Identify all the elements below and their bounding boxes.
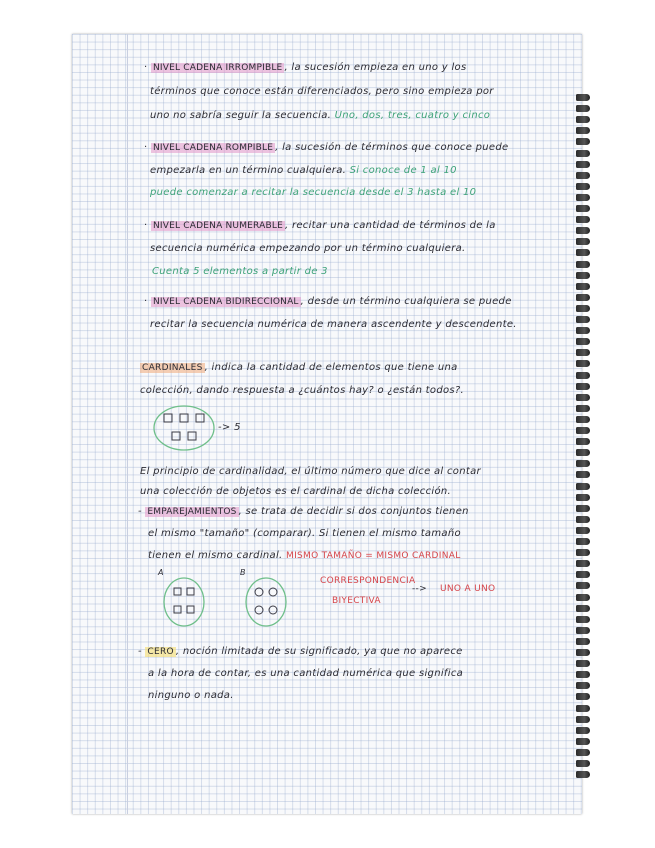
cero-text-1: , noción limitada de su significado, ya que no aparece	[175, 646, 463, 657]
set-a-square	[187, 588, 194, 595]
rompible-line-2	[150, 165, 457, 176]
spiral-ring	[576, 316, 590, 323]
irrompible-line-3	[150, 110, 490, 121]
spiral-ring	[576, 116, 590, 123]
set-a-square	[187, 606, 194, 613]
bullet: ·	[144, 220, 151, 231]
spiral-ring	[576, 471, 590, 478]
spiral-ring	[576, 649, 590, 656]
irrompible-line-2: términos que conoce están diferenciados, pero sino empieza por	[150, 86, 494, 97]
irrompible-title: NIVEL CADENA IRROMPIBLE	[152, 63, 283, 73]
spiral-ring	[576, 705, 590, 712]
spiral-ring	[576, 516, 590, 523]
emparejamientos-rule: MISMO TAMAÑO = MISMO CARDINAL	[286, 551, 461, 561]
spiral-ring	[576, 405, 590, 412]
correspondencia-label: CORRESPONDENCIA	[320, 576, 416, 586]
spiral-ring	[576, 272, 590, 279]
set-square	[172, 432, 180, 440]
spiral-ring	[576, 394, 590, 401]
cardinales-line-2: colección, dando respuesta a ¿cuántos hay? o ¿están todos?.	[140, 385, 464, 396]
emparejamientos-text-3: tienen el mismo cardinal.	[148, 550, 283, 561]
emparejamientos-line-2: el mismo "tamaño" (comparar). Si tienen el mismo tamaño	[148, 528, 461, 539]
spiral-ring	[576, 360, 590, 367]
principio-line-1: El principio de cardinalidad, el último número que dice al contar	[140, 466, 481, 477]
cardinales-line-1	[140, 362, 458, 373]
spiral-ring	[576, 727, 590, 734]
set-square	[188, 432, 196, 440]
spiral-ring	[576, 693, 590, 700]
numerable-text-1: , recitar una cantidad de términos de la	[284, 220, 496, 231]
spiral-ring	[576, 238, 590, 245]
spiral-ring	[576, 449, 590, 456]
spiral-ring	[576, 538, 590, 545]
spiral-ring	[576, 305, 590, 312]
rompible-title: NIVEL CADENA ROMPIBLE	[152, 143, 274, 153]
irrompible-text-3: uno no sabría seguir la secuencia.	[150, 110, 332, 121]
bidireccional-text-1: , desde un término cualquiera se puede	[300, 296, 512, 307]
uno-a-uno-label: UNO A UNO	[440, 584, 496, 594]
spiral-ring	[576, 138, 590, 145]
spiral-ring	[576, 172, 590, 179]
set-b-circle	[255, 606, 263, 614]
spiral-ring	[576, 594, 590, 601]
numerable-line-2: secuencia numérica empezando por un término cualquiera.	[150, 243, 466, 254]
bullet: ·	[144, 62, 151, 73]
spiral-ring	[576, 438, 590, 445]
spiral-ring	[576, 571, 590, 578]
cardinal-set-diagram	[152, 400, 272, 456]
spiral-ring	[576, 671, 590, 678]
set-square	[180, 414, 188, 422]
cero-dash: -	[138, 646, 142, 657]
set-b-ellipse	[246, 578, 286, 626]
spiral-ring	[576, 249, 590, 256]
spiral-ring	[576, 582, 590, 589]
bidireccional-line-1	[144, 296, 512, 307]
margin-line	[127, 34, 128, 814]
spiral-ring	[576, 183, 590, 190]
spiral-ring	[576, 105, 590, 112]
spiral-ring	[576, 127, 590, 134]
spiral-ring	[576, 216, 590, 223]
set-a-label: A	[158, 568, 164, 577]
set-a-ellipse	[164, 578, 204, 626]
spiral-ring	[576, 560, 590, 567]
spiral-ring	[576, 483, 590, 490]
spiral-ring	[576, 682, 590, 689]
principio-line-2: una colección de objetos es el cardinal de dicha colección.	[140, 486, 451, 497]
spiral-ring	[576, 294, 590, 301]
spiral-ring	[576, 527, 590, 534]
cardinales-text-1: , indica la cantidad de elementos que tiene una	[204, 362, 458, 373]
spiral-ring	[576, 760, 590, 767]
bidireccional-title: NIVEL CADENA BIDIRECCIONAL	[152, 297, 299, 307]
spiral-ring	[576, 372, 590, 379]
spiral-ring	[576, 638, 590, 645]
spiral-ring	[576, 494, 590, 501]
irrompible-example: Uno, dos, tres, cuatro y cinco	[334, 110, 491, 121]
spiral-ring	[576, 460, 590, 467]
bullet: ·	[144, 296, 151, 307]
spiral-ring	[576, 427, 590, 434]
numerable-example: Cuenta 5 elementos a partir de 3	[152, 266, 328, 277]
cero-title: CERO	[147, 647, 174, 657]
spiral-ring	[576, 605, 590, 612]
notebook-page	[72, 34, 582, 814]
rompible-example-2: puede comenzar a recitar la secuencia desde el 3 hasta el 10	[150, 187, 477, 198]
rompible-line-1	[144, 142, 509, 153]
spiral-ring	[576, 194, 590, 201]
rompible-text-1: , la sucesión de términos que conoce puede	[275, 142, 509, 153]
emparejamientos-dash: -	[138, 506, 142, 517]
cero-line-2: a la hora de contar, es una cantidad numérica que significa	[148, 668, 464, 679]
numerable-title: NIVEL CADENA NUMERABLE	[152, 221, 283, 231]
spiral-ring	[576, 161, 590, 168]
set-b-circle	[255, 588, 263, 596]
set-ellipse	[154, 406, 214, 450]
spiral-ring	[576, 738, 590, 745]
cero-line-1	[138, 646, 463, 657]
irrompible-text-1: , la sucesión empieza en uno y los	[284, 62, 467, 73]
spiral-ring	[576, 549, 590, 556]
spiral-ring	[576, 749, 590, 756]
spiral-ring	[576, 771, 590, 778]
cardinal-result: -> 5	[218, 422, 241, 433]
numerable-line-1	[144, 220, 496, 231]
spiral-ring	[576, 283, 590, 290]
spiral-ring	[576, 505, 590, 512]
spiral-ring	[576, 261, 590, 268]
emparejamientos-title: EMPAREJAMIENTOS	[147, 507, 237, 517]
bullet: ·	[144, 142, 151, 153]
spiral-ring	[576, 327, 590, 334]
spiral-ring	[576, 150, 590, 157]
set-square	[196, 414, 204, 422]
spiral-ring	[576, 227, 590, 234]
pairing-diagram	[162, 574, 312, 634]
spiral-ring	[576, 205, 590, 212]
emparejamientos-line-1	[138, 506, 469, 517]
set-b-circle	[269, 606, 277, 614]
set-b-label: B	[240, 568, 246, 577]
spiral-ring	[576, 627, 590, 634]
rompible-example-1: Si conoce de 1 al 10	[349, 165, 457, 176]
spiral-ring	[576, 660, 590, 667]
bidireccional-line-2: recitar la secuencia numérica de manera ascendente y descendente.	[150, 319, 517, 330]
emparejamientos-text-1: , se trata de decidir si dos conjuntos tienen	[238, 506, 469, 517]
irrompible-line-1	[144, 62, 467, 73]
spiral-ring	[576, 383, 590, 390]
uno-a-uno-arrow: -->	[412, 584, 427, 594]
spiral-ring	[576, 416, 590, 423]
biyectiva-label: BIYECTIVA	[332, 596, 381, 606]
rompible-text-2: empezarla en un término cualquiera.	[150, 165, 347, 176]
set-b-circle	[269, 588, 277, 596]
spiral-ring	[576, 338, 590, 345]
spiral-binding	[574, 94, 590, 784]
spiral-ring	[576, 616, 590, 623]
emparejamientos-line-3	[148, 550, 461, 561]
cardinales-title: CARDINALES	[142, 363, 203, 373]
set-a-square	[174, 588, 181, 595]
set-square	[164, 414, 172, 422]
spiral-ring	[576, 94, 590, 101]
spiral-ring	[576, 716, 590, 723]
set-a-square	[174, 606, 181, 613]
cero-line-3: ninguno o nada.	[148, 690, 234, 701]
spiral-ring	[576, 349, 590, 356]
